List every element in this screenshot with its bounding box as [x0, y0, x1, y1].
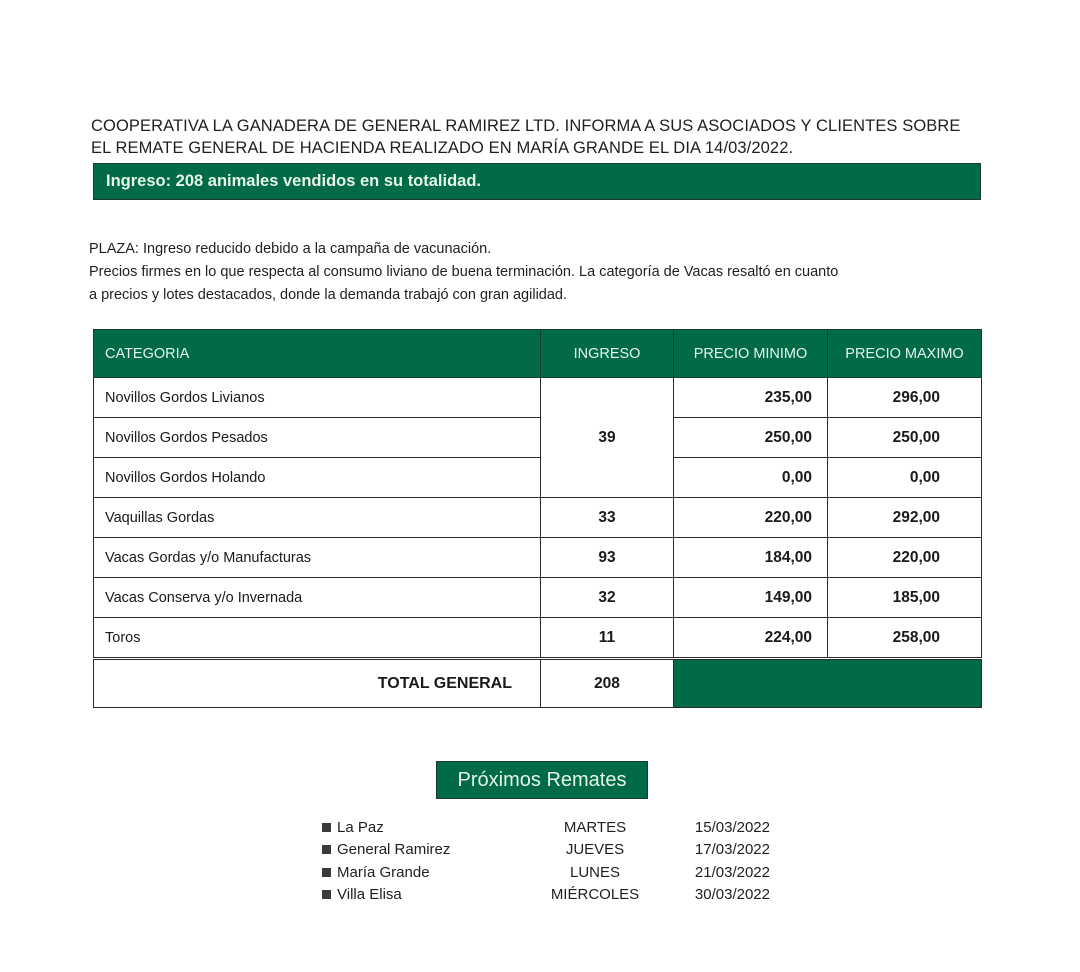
- proximos-remates-list: [322, 816, 792, 906]
- remate-date: 30/03/2022: [694, 886, 770, 904]
- plaza-notes: [89, 238, 989, 307]
- heading-line-1: COOPERATIVA LA GANADERA DE GENERAL RAMIREZ LTD. INFORMA A SUS ASOCIADOS Y CLIENTES SOBRE: [91, 117, 961, 135]
- table-row: [94, 538, 982, 578]
- ingreso-banner: Ingreso: 208 animales vendidos en su totalidad.: [93, 163, 981, 200]
- table-row: [94, 458, 982, 498]
- list-item: [322, 884, 792, 907]
- remate-place: La Paz: [337, 818, 384, 836]
- cell-precio-maximo: 0,00: [828, 458, 982, 498]
- cell-ingreso-novillos: 39: [541, 378, 674, 498]
- cell-categoria: Vacas Conserva y/o Invernada: [94, 578, 541, 618]
- header-ingreso: INGRESO: [541, 330, 674, 378]
- cell-precio-maximo: 250,00: [828, 418, 982, 458]
- list-item: [322, 861, 792, 884]
- remate-date: 21/03/2022: [694, 863, 770, 881]
- remate-place: María Grande: [337, 863, 430, 881]
- cell-categoria: Novillos Gordos Pesados: [94, 418, 541, 458]
- plaza-line-2: Precios firmes en lo que respecta al consumo liviano de buena terminación. La categoría de Vacas resaltó en cuanto: [89, 264, 839, 280]
- cell-precio-maximo: 185,00: [828, 578, 982, 618]
- remate-date: 17/03/2022: [694, 841, 770, 859]
- cell-ingreso: 11: [541, 618, 674, 659]
- cell-ingreso: 93: [541, 538, 674, 578]
- cell-precio-maximo: 220,00: [828, 538, 982, 578]
- cell-ingreso: 33: [541, 498, 674, 538]
- proximos-remates-title: Próximos Remates: [436, 761, 648, 799]
- cell-precio-minimo: 220,00: [674, 498, 828, 538]
- cell-categoria: Vaquillas Gordas: [94, 498, 541, 538]
- square-bullet-icon: [322, 890, 331, 899]
- cell-precio-minimo: 149,00: [674, 578, 828, 618]
- cell-categoria: Novillos Gordos Livianos: [94, 378, 541, 418]
- total-value: 208: [541, 659, 674, 708]
- remate-date: 15/03/2022: [694, 818, 770, 836]
- table-row: [94, 378, 982, 418]
- square-bullet-icon: [322, 868, 331, 877]
- cell-precio-minimo: 0,00: [674, 458, 828, 498]
- report-heading: [91, 115, 991, 159]
- square-bullet-icon: [322, 823, 331, 832]
- remate-day: LUNES: [569, 863, 621, 881]
- table-header-row: [94, 330, 982, 378]
- cell-precio-maximo: 292,00: [828, 498, 982, 538]
- cell-precio-minimo: 224,00: [674, 618, 828, 659]
- table-row: [94, 498, 982, 538]
- table-row: [94, 578, 982, 618]
- cell-precio-maximo: 258,00: [828, 618, 982, 659]
- list-item: [322, 839, 792, 862]
- table-row: [94, 418, 982, 458]
- remate-day: MIÉRCOLES: [550, 886, 640, 904]
- remate-day: MARTES: [563, 818, 627, 836]
- total-row: [94, 659, 982, 708]
- list-item: [322, 816, 792, 839]
- prices-table: [93, 329, 982, 708]
- table-row: [94, 618, 982, 659]
- plaza-line-3: a precios y lotes destacados, donde la demanda trabajó con gran agilidad.: [89, 287, 568, 303]
- total-label: TOTAL GENERAL: [94, 659, 541, 708]
- heading-line-2: EL REMATE GENERAL DE HACIENDA REALIZADO EN MARÍA GRANDE EL DIA 14/03/2022.: [91, 139, 794, 157]
- remate-place: General Ramirez: [337, 841, 451, 859]
- cell-precio-minimo: 235,00: [674, 378, 828, 418]
- header-categoria: CATEGORIA: [94, 330, 541, 378]
- cell-precio-minimo: 250,00: [674, 418, 828, 458]
- total-green-block: [674, 659, 982, 708]
- header-precio-maximo: PRECIO MAXIMO: [828, 330, 982, 378]
- header-precio-minimo: PRECIO MINIMO: [674, 330, 828, 378]
- cell-categoria: Vacas Gordas y/o Manufacturas: [94, 538, 541, 578]
- cell-ingreso: 32: [541, 578, 674, 618]
- remate-place: Villa Elisa: [337, 886, 402, 904]
- cell-precio-minimo: 184,00: [674, 538, 828, 578]
- cell-precio-maximo: 296,00: [828, 378, 982, 418]
- plaza-line-1: PLAZA: Ingreso reducido debido a la campaña de vacunación.: [89, 241, 492, 257]
- cell-categoria: Novillos Gordos Holando: [94, 458, 541, 498]
- remate-day: JUEVES: [565, 841, 625, 859]
- cell-categoria: Toros: [94, 618, 541, 659]
- square-bullet-icon: [322, 845, 331, 854]
